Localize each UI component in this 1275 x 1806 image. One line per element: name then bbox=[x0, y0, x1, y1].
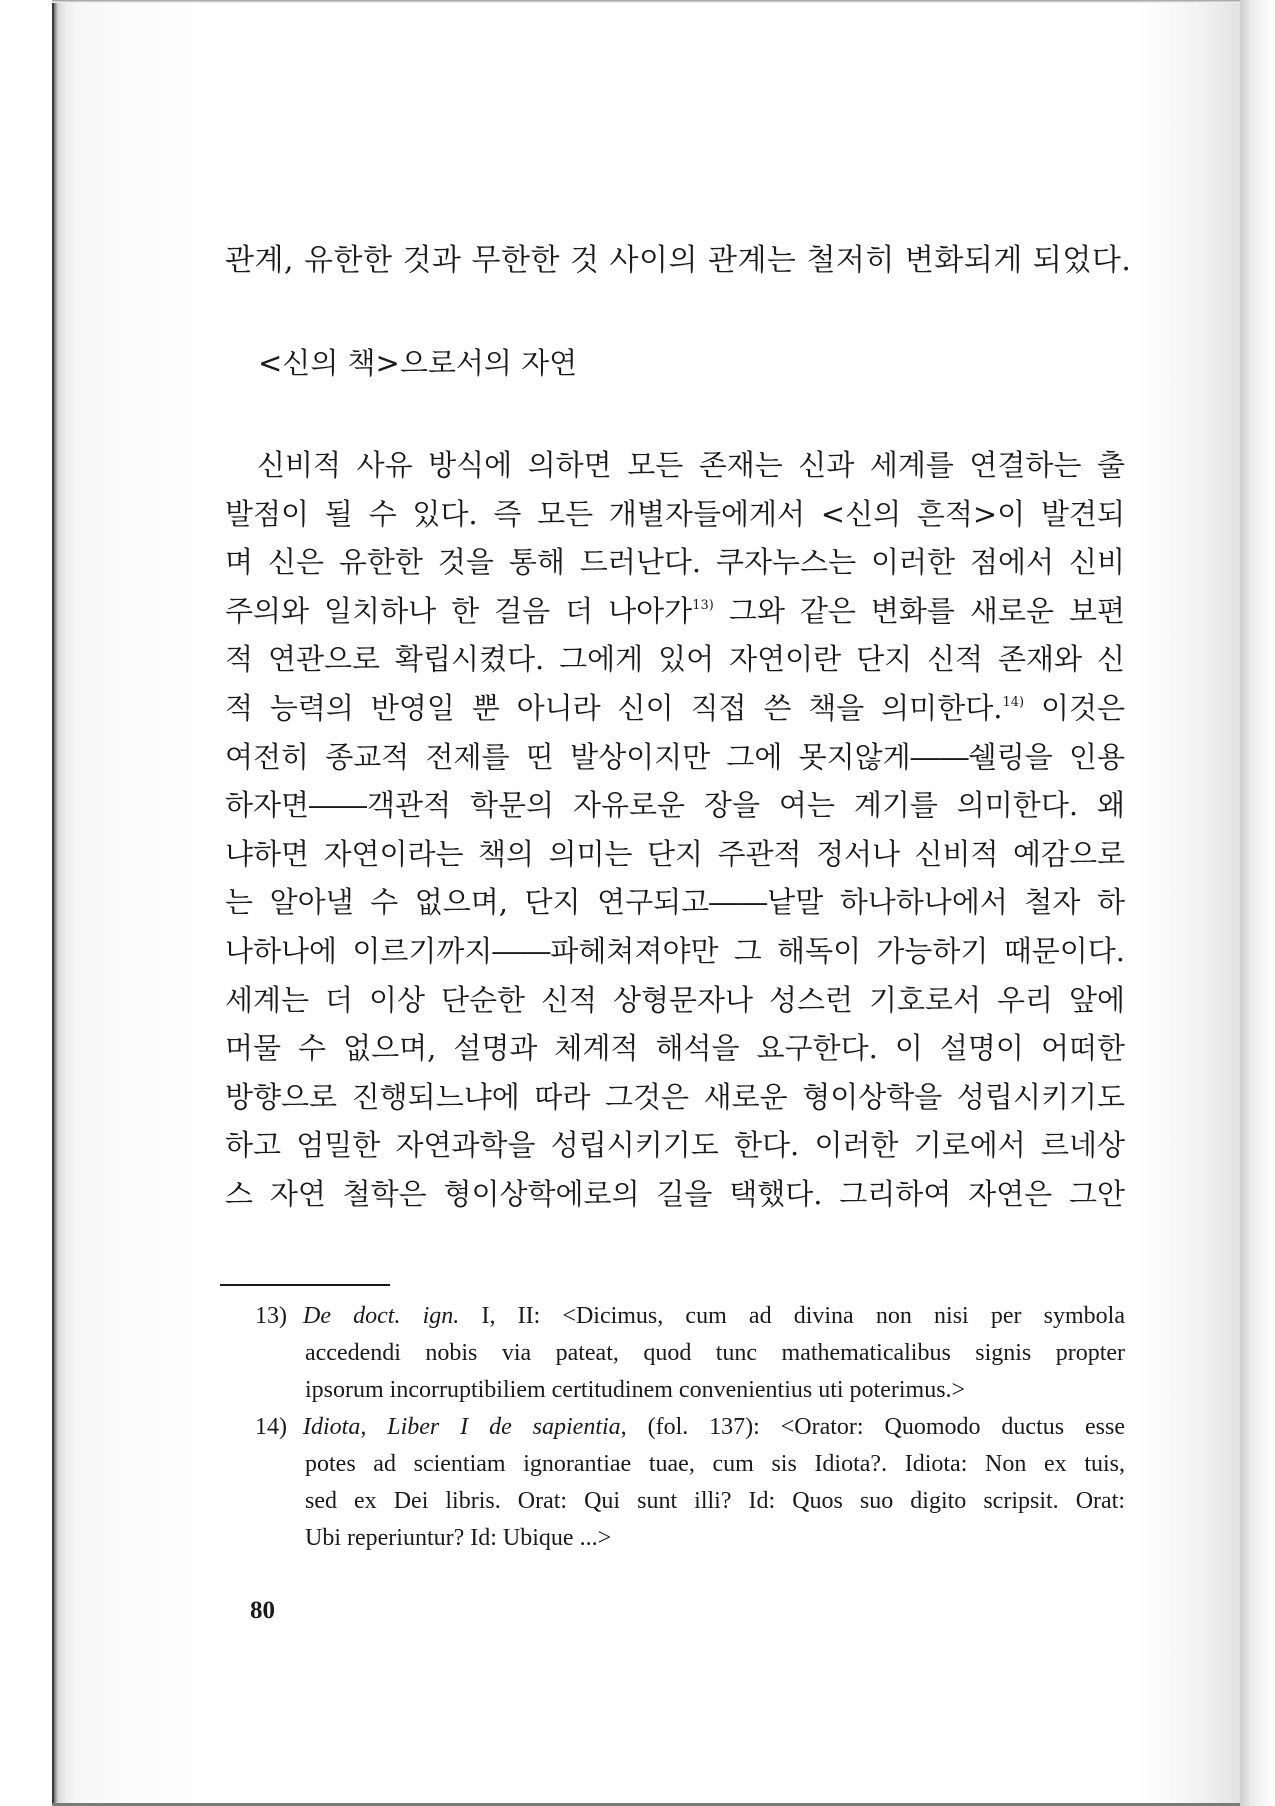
body-paragraph bbox=[225, 441, 1125, 1219]
paragraph-line: 세계는 더 이상 단순한 신적 상형문자나 성스런 기호로서 우리 앞에 bbox=[225, 982, 1125, 1017]
page-number: 80 bbox=[250, 1597, 275, 1624]
footnote-line: accedendi nobis via pateat, quod tunc mathematicalibus signis propter bbox=[305, 1340, 1125, 1366]
footnote-line: Ubi reperiuntur? Id: Ubique ...> bbox=[305, 1525, 612, 1551]
paragraph-line: 는 알아낼 수 없으며, 단지 연구되고――낱말 하나하나에서 철자 하 bbox=[225, 885, 1125, 920]
footnote-line bbox=[281, 1298, 1125, 1335]
footnote-ref-13: 13) bbox=[692, 597, 714, 613]
footnote-text: , (fol. 137): <Orator: Quomodo ductus esse bbox=[620, 1414, 1125, 1440]
paragraph-line: 며 신은 유한한 것을 통해 드러난다. 쿠자누스는 이러한 점에서 신비 bbox=[225, 545, 1125, 580]
paragraph-line bbox=[225, 684, 1125, 733]
paragraph-line: 스 자연 철학은 형이상학에로의 길을 택했다. 그리하여 자연은 그안 bbox=[225, 1176, 1125, 1211]
footnote-14 bbox=[255, 1409, 1125, 1557]
footnote-ref-14: 14) bbox=[1002, 694, 1025, 710]
footnote-line bbox=[281, 1409, 1125, 1446]
paragraph-line-tail: 그와 같은 변화를 새로운 보편 bbox=[713, 593, 1125, 628]
footnote-13 bbox=[255, 1298, 1125, 1409]
footnote-line: sed ex Dei libris. Orat: Qui sunt illi? Id: Quos suo digito scripsit. Orat: bbox=[305, 1488, 1125, 1514]
paragraph-line: 머물 수 없으며, 설명과 체계적 해석을 요구한다. 이 설명이 어떠한 bbox=[225, 1031, 1125, 1066]
page-edge-right bbox=[1240, 0, 1275, 1806]
footnote-title: Idiota, Liber I de sapientia bbox=[303, 1414, 621, 1440]
footnote-line: ipsorum incorruptibiliem certitudinem convenientius uti poterimus.> bbox=[305, 1377, 966, 1403]
footnote-line: potes ad scientiam ignorantiae tuae, cum sis Idiota?. Idiota: Non ex tuis, bbox=[305, 1451, 1125, 1477]
section-heading: <신의 책>으로서의 자연 bbox=[258, 346, 578, 380]
page-edge-left bbox=[52, 0, 76, 1806]
footnotes bbox=[255, 1298, 1125, 1557]
paragraph-line: 하자면――객관적 학문의 자유로운 장을 여는 계기를 의미한다. 왜 bbox=[225, 788, 1125, 823]
paragraph-line-head: 주의와 일치하나 한 걸음 더 나아가 bbox=[225, 593, 693, 628]
footnote-number: 13) bbox=[255, 1303, 287, 1329]
paragraph-line: 발점이 될 수 있다. 즉 모든 개별자들에게서 <신의 흔적>이 발견되 bbox=[225, 496, 1125, 531]
paragraph-line: 여전히 종교적 전제를 띤 발상이지만 그에 못지않게――쉘링을 인용 bbox=[225, 739, 1125, 774]
footnote-number: 14) bbox=[255, 1414, 287, 1440]
paragraph-line: 신비적 사유 방식에 의하면 모든 존재는 신과 세계를 연결하는 출 bbox=[257, 448, 1125, 482]
paragraph-line: 냐하면 자연이라는 책의 의미는 단지 주관적 정서나 신비적 예감으로 bbox=[225, 836, 1125, 871]
paragraph-line: 나하나에 이르기까지――파헤쳐져야만 그 해독이 가능하기 때문이다. bbox=[225, 933, 1125, 968]
continuation-line: 관계, 유한한 것과 무한한 것 사이의 관계는 철저히 변화되게 되었다. bbox=[225, 243, 1132, 278]
footnote-divider bbox=[220, 1284, 390, 1286]
footnote-text: I, II: <Dicimus, cum ad divina non nisi per symbola bbox=[459, 1303, 1125, 1329]
paragraph-line: 방향으로 진행되느냐에 따라 그것은 새로운 형이상학을 성립시키기도 bbox=[225, 1079, 1125, 1114]
paragraph-line-tail: 이것은 bbox=[1024, 690, 1125, 725]
footnote-title: De doct. ign. bbox=[303, 1303, 460, 1329]
paragraph-line: 적 연관으로 확립시켰다. 그에게 있어 자연이란 단지 신적 존재와 신 bbox=[225, 642, 1125, 677]
paragraph-line: 하고 엄밀한 자연과학을 성립시키기도 한다. 이러한 기로에서 르네상 bbox=[225, 1128, 1125, 1163]
paragraph-line bbox=[225, 587, 1125, 636]
paragraph-line-head: 적 능력의 반영일 뿐 아니라 신이 직접 쓴 책을 의미한다. bbox=[225, 690, 1003, 725]
